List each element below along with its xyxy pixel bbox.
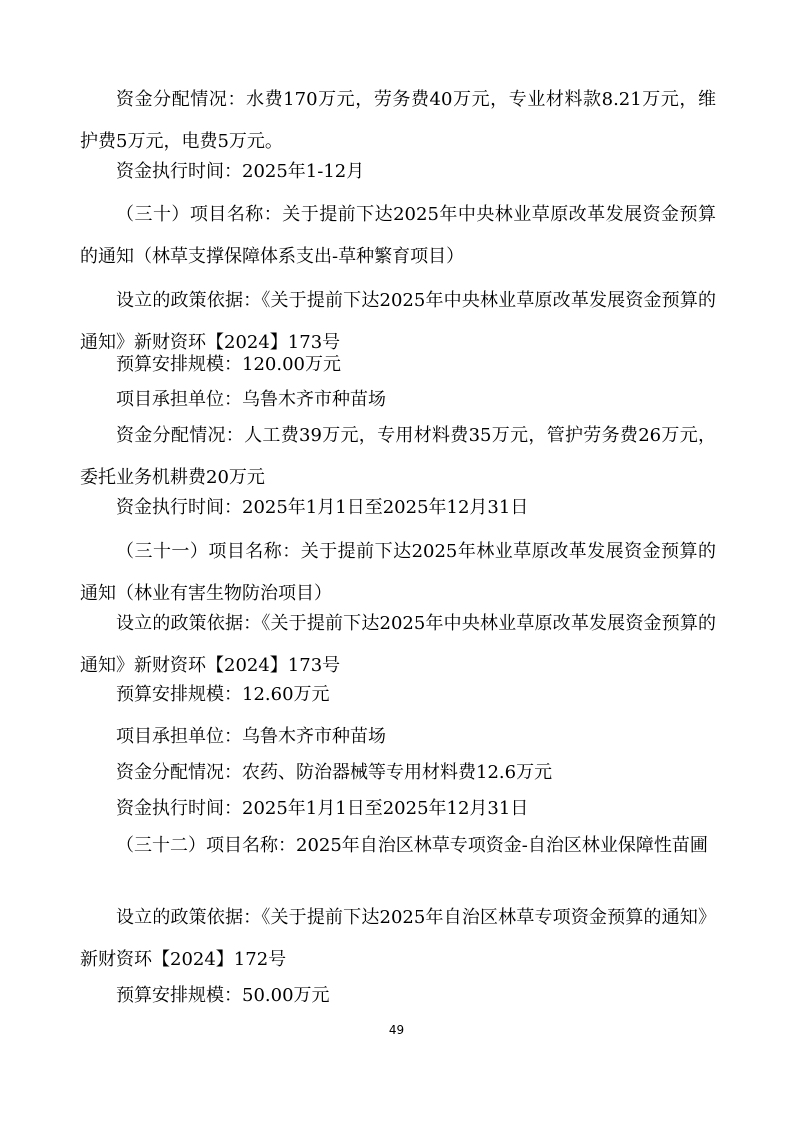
paragraph-project-30-policy: 设立的政策依据：《关于提前下达2025年中央林业草原改革发展资金预算的通知》新财资环【2024】173号 [80,290,716,353]
paragraph-fund-allocation-water: 资金分配情况：水费170万元，劳务费40万元，专业材料款8.21万元，维护费5万元，电费5万元。 [80,89,716,152]
paragraph-project-32-budget: 预算安排规模：50.00万元 [116,985,330,1006]
paragraph-project-30-name: （三十）项目名称：关于提前下达2025年中央林业草原改革发展资金预算的通知（林草支撑保障体系支出-草种繁育项目） [80,204,716,267]
paragraph-project-30-budget: 预算安排规模：120.00万元 [116,354,341,375]
paragraph-project-31-execution: 资金执行时间：2025年1月1日至2025年12月31日 [116,798,529,819]
paragraph-project-30-allocation: 资金分配情况：人工费39万元，专用材料费35万元，管护劳务费26万元，委托业务机耕费20万元 [80,425,716,488]
paragraph-project-31-budget: 预算安排规模：12.60万元 [116,684,330,705]
paragraph-project-32-name: （三十二）项目名称：2025年自治区林草专项资金-自治区林业保障性苗圃 [116,835,708,856]
page-number: 49 [388,1023,405,1037]
paragraph-project-31-unit: 项目承担单位：乌鲁木齐市种苗场 [116,726,386,747]
paragraph-project-31-policy: 设立的政策依据：《关于提前下达2025年中央林业草原改革发展资金预算的通知》新财资环【2024】173号 [80,613,716,676]
paragraph-project-31-name: （三十一）项目名称：关于提前下达2025年林业草原改革发展资金预算的通知（林业有害生物防治项目） [80,541,716,604]
paragraph-execution-time: 资金执行时间：2025年1-12月 [116,161,365,182]
paragraph-project-30-unit: 项目承担单位：乌鲁木齐市种苗场 [116,389,386,410]
paragraph-project-31-allocation: 资金分配情况：农药、防治器械等专用材料费12.6万元 [116,762,553,783]
paragraph-project-30-execution: 资金执行时间：2025年1月1日至2025年12月31日 [116,497,529,518]
paragraph-project-32-policy: 设立的政策依据：《关于提前下达2025年自治区林草专项资金预算的通知》新财资环【2024】172号 [80,907,716,970]
